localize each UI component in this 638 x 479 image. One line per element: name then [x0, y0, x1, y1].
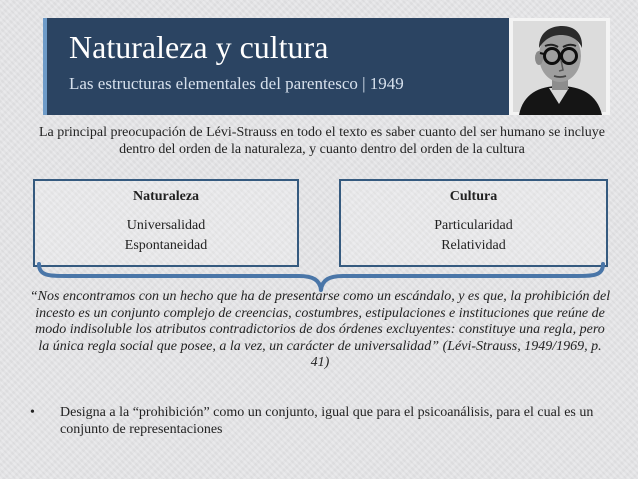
bullet-text: Designa a la “prohibición” como un conjunto, igual que para el psicoanálisis, para el cual es un conjunto de representaciones: [60, 405, 594, 437]
naturaleza-box: [33, 179, 299, 267]
portrait-photo: [509, 18, 610, 115]
portrait-image: [509, 18, 610, 115]
slide-subtitle: Las estructuras elementales del parentesco | 1949: [69, 74, 404, 93]
naturaleza-heading: Naturaleza: [132, 189, 200, 204]
bullet-item: [30, 404, 614, 438]
naturaleza-item: Universalidad: [126, 218, 206, 233]
cultura-heading: Cultura: [449, 189, 498, 204]
cultura-box: [339, 179, 608, 267]
slide-title: Naturaleza y cultura: [69, 29, 329, 65]
naturaleza-item: Espontaneidad: [124, 238, 208, 253]
cultura-item: Relatividad: [441, 238, 506, 253]
bullet-marker: •: [30, 405, 35, 420]
cultura-item: Particularidad: [434, 218, 513, 233]
quote-paragraph: “Nos encontramos con un hecho que ha de presentarse como un escándalo, y es que, la prohibición del incesto es un conjunto complejo de creencias, costumbres, estipulaciones e instituciones que reúne de modo indisoluble los atributos contradictorios de dos órdenes excluyentes: constituye una regla, pero la única regla social que posee, a la vez, un carácter de universalidad” (Lévi-Strauss, 1949/1969, p. 41): [29, 289, 611, 371]
curly-brace: [37, 262, 605, 292]
intro-paragraph: La principal preocupación de Lévi-Strauss en todo el texto es saber cuanto del ser humano se incluye dentro del orden de la naturaleza, y cuanto dentro del orden de la cultura: [38, 125, 606, 157]
